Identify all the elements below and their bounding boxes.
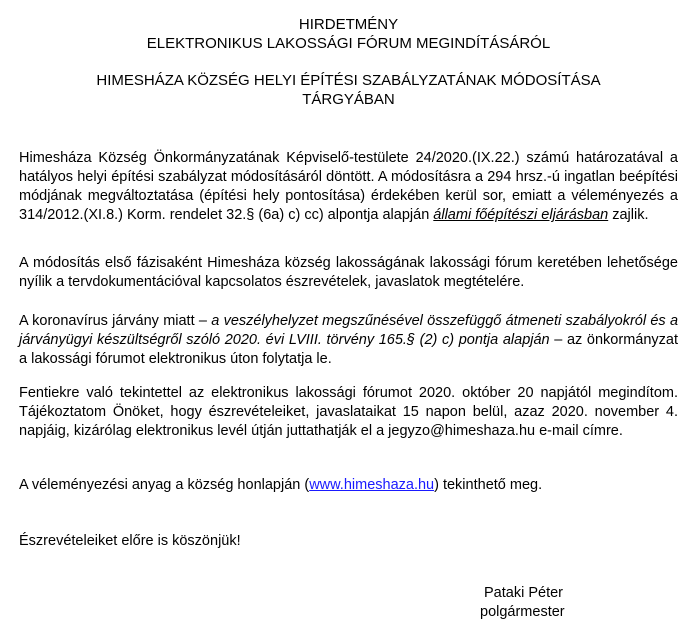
paragraph-thanks: Észrevételeiket előre is köszönjük! xyxy=(19,533,241,549)
signature-title: polgármester xyxy=(480,604,565,620)
paragraph-decision xyxy=(19,149,678,225)
website-tail: ) tekinthető meg. xyxy=(434,477,543,493)
paragraph-forum-intro: A módosítás első fázisaként Himesháza község lakosságának lakossági fórum keretében lehetősége nyílik a tervdokumentációval kapcsolatos észrevételek, javaslatok megtételére. xyxy=(19,255,678,290)
legal-basis-citation: a veszélyhelyzet megszűnésével összefüggő átmeneti szabályokról és a járványügyi készültségről szóló 2020. évi LVIII. törvény 165.§ (2) c) pontja alapján xyxy=(19,313,679,348)
paragraph-decision-text: Himesháza Község Önkormányzatának Képviselő-testülete 24/2020.(IX.22.) számú határozatával a hatályos helyi építési szabályzat módosításáról döntött. A módosításra a 294 hrsz.-ú ingatlan beépítési módjának megváltoztatása (építési hely pontosítása) érdekében kerül sor, emiatt a véleményezés a 314/2012.(XI.8.) Korm. rendelet 32.§ (6a) c) cc) alpontja alapján xyxy=(19,150,678,223)
document-header xyxy=(0,15,697,53)
website-lead: A véleményezési anyag a község honlapján ( xyxy=(19,477,310,493)
document-subject xyxy=(0,71,697,109)
paragraph-legal-basis xyxy=(19,312,678,369)
header-subtitle: ELEKTRONIKUS LAKOSSÁGI FÓRUM MEGINDÍTÁSÁRÓL xyxy=(146,35,551,52)
subject-line-1: HIMESHÁZA KÖZSÉG HELYI ÉPÍTÉSI SZABÁLYZATÁNAK MÓDOSÍTÁSA xyxy=(96,72,601,89)
legal-basis-lead: A koronavírus járvány miatt – xyxy=(19,313,212,329)
paragraph-deadline: Fentiekre való tekintettel az elektronikus lakossági fórumot 2020. október 20 napjától megindítom. Tájékoztatom Önöket, hogy észrevételeiket, javaslataikat 15 napon belül, azaz 2020. november 4. napjáig, kizárólag elektronikus levél útján juttathatják el a jegyzo@himeshaza.hu e-mail címre. xyxy=(19,385,678,439)
subject-line-2: TÁRGYÁBAN xyxy=(302,91,395,108)
signature-name: Pataki Péter xyxy=(484,585,563,601)
website-link[interactable]: www.himeshaza.hu xyxy=(309,477,435,493)
procedure-emphasis: állami főépítészi eljárásban xyxy=(433,207,609,223)
legal-basis-tail: – az önkormányzat a lakossági fórumot elektronikus úton folytatja le. xyxy=(19,332,678,367)
header-title: HIRDETMÉNY xyxy=(298,16,399,33)
paragraph-decision-end: zajlik. xyxy=(608,207,649,223)
paragraph-website xyxy=(19,476,678,495)
